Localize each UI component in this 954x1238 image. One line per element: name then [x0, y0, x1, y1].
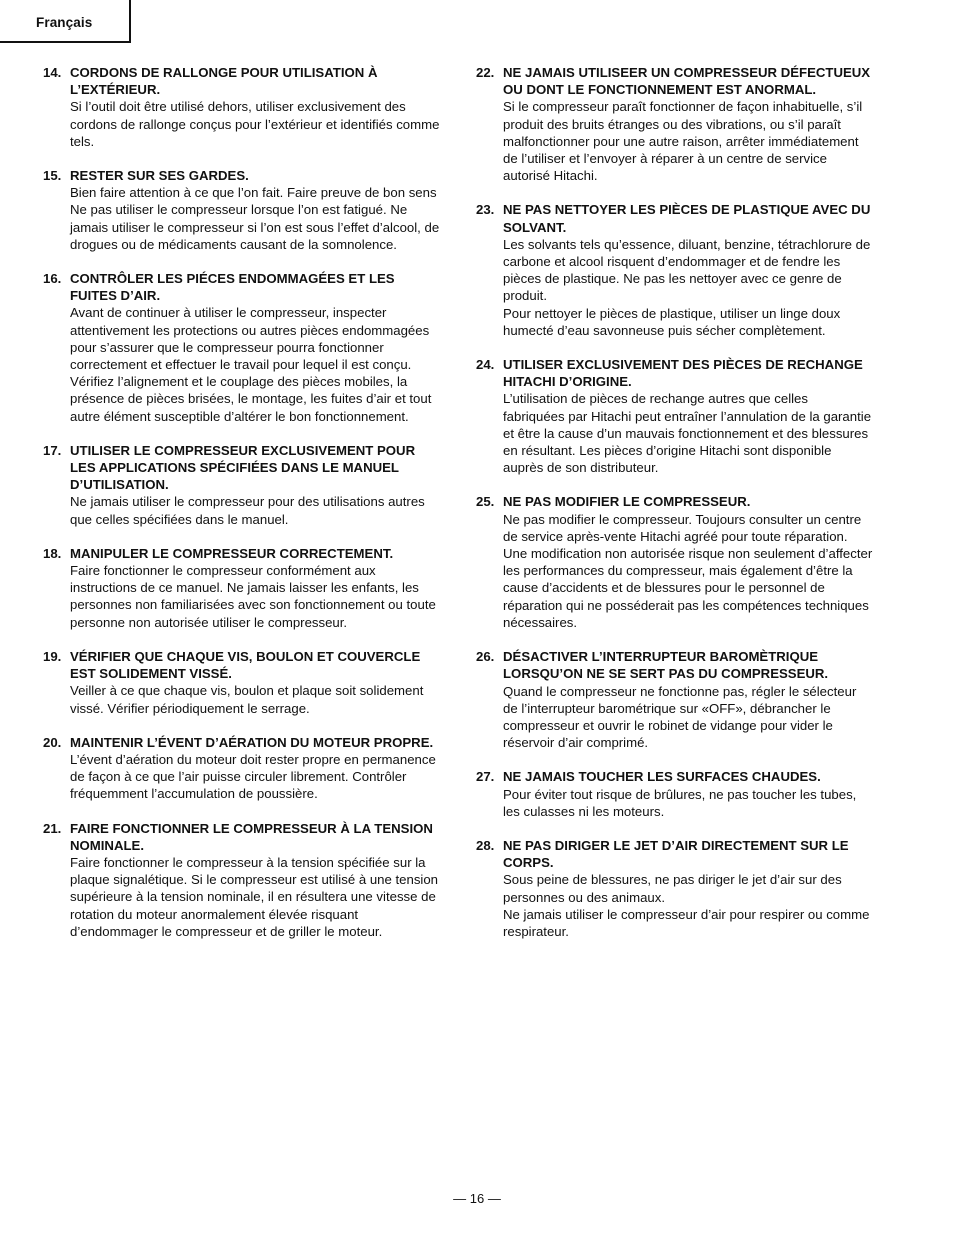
item-title: NE PAS DIRIGER LE JET D’AIR DIRECTEMENT SUR LE CORPS. [503, 837, 849, 871]
item-paragraph: Si l’outil doit être utilisé dehors, utiliser exclusivement des cordons de rallonge conçus pour l’extérieur et identifiés comme tels. [70, 99, 440, 149]
safety-item [473, 356, 873, 476]
item-number: 21. [43, 820, 62, 836]
item-number: 26. [476, 649, 495, 665]
item-body [503, 786, 873, 820]
item-paragraph: Sous peine de blessures, ne pas diriger le jet d’air sur des personnes ou des animaux. [503, 872, 842, 905]
item-number: 27. [476, 769, 495, 785]
item-paragraph: Les solvants tels qu’essence, diluant, benzine, tétrachlorure de carbone et alcool risquent d’endommager et de fendre les pièces de plastique. Ne pas les nettoyer avec ce genre de produit. [503, 236, 871, 304]
item-body [503, 871, 873, 940]
item-title: MAINTENIR L’ÉVENT D’AÉRATION DU MOTEUR PROPRE. [70, 734, 434, 750]
safety-item [473, 493, 873, 631]
item-body [70, 562, 440, 631]
item-paragraph: Si le compresseur paraît fonctionner de façon inhabituelle, s’il produit des bruits étranges ou des vibrations, ou s’il paraît malfonctionner pour une autre raison, arrêter immédiatement de l’utiliser et l’envoyer à réparer à un centre de service autorisé Hitachi. [503, 99, 863, 184]
item-body [70, 493, 440, 527]
item-paragraph: Ne jamais utiliser le compresseur d’air pour respirer ou comme respirateur. [503, 906, 870, 939]
safety-item [473, 648, 873, 751]
item-paragraph: L’évent d’aération du moteur doit rester propre en permanence de façon à ce que l’air puisse circuler librement. Contrôler fréquemment l’accumulation de poussière. [70, 751, 436, 802]
safety-item [40, 734, 440, 803]
safety-item [40, 167, 440, 253]
item-body [70, 854, 440, 940]
item-number: 25. [476, 494, 495, 510]
safety-item [40, 545, 440, 631]
item-title: UTILISER EXCLUSIVEMENT DES PIÈCES DE RECHANGE HITACHI D’ORIGINE. [503, 357, 863, 390]
item-body [70, 304, 440, 424]
safety-item [40, 64, 440, 150]
item-paragraph: Quand le compresseur ne fonctionne pas, régler le sélecteur de l’interrupteur barométrique sur «OFF», débrancher le compresseur et ouvrir le robinet de vidange pour vider le réservoir d’air comprimé. [503, 683, 857, 751]
safety-item [40, 270, 440, 425]
item-body [70, 751, 440, 803]
item-number: 23. [476, 202, 495, 218]
item-body [503, 390, 873, 476]
item-number: 19. [43, 648, 62, 664]
item-title: NE PAS NETTOYER LES PIÈCES DE PLASTIQUE AVEC DU SOLVANT. [503, 202, 871, 235]
item-title: NE PAS MODIFIER LE COMPRESSEUR. [503, 494, 751, 510]
item-paragraph: Pour nettoyer le pièces de plastique, utiliser un linge doux humecté d’eau savonneuse puis sécher complètement. [503, 305, 841, 338]
language-label: Français [36, 15, 93, 30]
item-paragraph: Ne pas modifier le compresseur. Toujours consulter un centre de service après-vente Hitachi agréé pour toute réparation. Une modification non autorisée risque non seulement d’affecter les performances du compresseur, mais également d’être la cause d’accidents et de blessures pour le personnel de réparation qui ne posséderait pas les compétences techniques nécessaires. [503, 511, 873, 630]
item-title: FAIRE FONCTIONNER LE COMPRESSEUR À LA TENSION NOMINALE. [70, 820, 433, 853]
left-column [40, 64, 440, 957]
item-body [70, 682, 440, 716]
item-paragraph: Ne jamais utiliser le compresseur pour des utilisations autres que celles spécifiées dans le manuel. [70, 494, 425, 527]
page-number: — 16 — [453, 1191, 501, 1206]
item-title: DÉSACTIVER L’INTERRUPTEUR BAROMÈTRIQUE LORSQU’ON NE SE SERT PAS DU COMPRESSEUR. [503, 649, 829, 682]
item-title: UTILISER LE COMPRESSEUR EXCLUSIVEMENT POUR LES APPLICATIONS SPÉCIFIÉES DANS LE MANUEL D’UTILISATION. [70, 442, 416, 493]
safety-item [40, 442, 440, 528]
item-paragraph: Avant de continuer à utiliser le compresseur, inspecter attentivement les protections ou autres pièces endommagées pour s’assurer que le compresseur pourra fonctionner correctement et effectuer le travail pour lequel il est conçu. Vérifiez l’alignement et le couplage des pièces mobiles, la présence de pièces brisées, le montage, les fuites d’air et tout autre élément susceptible d’altérer le bon fonctionnement. [70, 305, 432, 424]
item-title: CONTRÔLER LES PIÉCES ENDOMMAGÉES ET LES FUITES D’AIR. [70, 271, 395, 304]
item-body [70, 98, 440, 150]
language-tab [0, 0, 131, 43]
item-paragraph: Pour éviter tout risque de brûlures, ne pas toucher les tubes, les culasses ni les moteurs. [503, 786, 857, 819]
item-body [70, 184, 440, 253]
item-paragraph: Faire fonctionner le compresseur à la tension spécifiée sur la plaque signalétique. Si le compresseur est utilisé à une tension supérieure à la tension nominale, il en résultera une vitesse de rotation du moteur anormalement élevée risquant d’endommager le compresseur et de griller le moteur. [70, 854, 439, 939]
item-body [503, 683, 873, 752]
safety-item [40, 648, 440, 717]
item-number: 20. [43, 734, 62, 750]
item-title: NE JAMAIS TOUCHER LES SURFACES CHAUDES. [503, 769, 821, 785]
item-title: MANIPULER LE COMPRESSEUR CORRECTEMENT. [70, 545, 394, 561]
item-number: 24. [476, 357, 495, 373]
item-number: 17. [43, 442, 62, 458]
item-paragraph: Faire fonctionner le compresseur conformément aux instructions de ce manuel. Ne jamais laisser les enfants, les personnes non familiarisées avec son fonctionnement ou toute personne non autorisée utiliser le compresseur. [70, 563, 436, 630]
item-title: RESTER SUR SES GARDES. [70, 168, 249, 184]
item-title: NE JAMAIS UTILISEER UN COMPRESSEUR DÉFECTUEUX OU DONT LE FONCTIONNEMENT EST ANORMAL. [503, 65, 871, 98]
item-number: 16. [43, 271, 62, 287]
safety-item [473, 64, 873, 184]
item-paragraph: Veiller à ce que chaque vis, boulon et plaque soit solidement vissé. Vérifier périodiquement le serrage. [70, 683, 424, 716]
item-number: 28. [476, 837, 495, 853]
item-body [503, 98, 873, 184]
item-number: 22. [476, 65, 495, 80]
item-paragraph: L’utilisation de pièces de rechange autres que celles fabriquées par Hitachi peut entraîner l’annulation de la garantie et être la cause d’un mauvais fonctionnement et des blessures en résultant. Les pièces d’origine Hitachi sont disponible auprès de son distributeur. [503, 391, 872, 476]
item-number: 14. [43, 65, 62, 80]
safety-item [473, 201, 873, 339]
right-column [473, 64, 873, 957]
safety-item [40, 820, 440, 940]
item-title: VÉRIFIER QUE CHAQUE VIS, BOULON ET COUVERCLE EST SOLIDEMENT VISSÉ. [70, 648, 421, 682]
safety-item [473, 837, 873, 940]
item-paragraph: Bien faire attention à ce que l’on fait. Faire preuve de bon sens Ne pas utiliser le compresseur lorsque l’on est fatigué. Ne jamais utiliser le compresseur si l’on est sous l’effet d’alcool, de drogues ou de médicaments causant de la somnolence. [70, 185, 440, 252]
safety-item [473, 768, 873, 820]
item-body [503, 511, 873, 631]
item-number: 18. [43, 545, 62, 561]
item-title: CORDONS DE RALLONGE POUR UTILISATION À L’EXTÉRIEUR. [70, 65, 378, 98]
item-body [503, 236, 873, 339]
item-number: 15. [43, 168, 62, 184]
